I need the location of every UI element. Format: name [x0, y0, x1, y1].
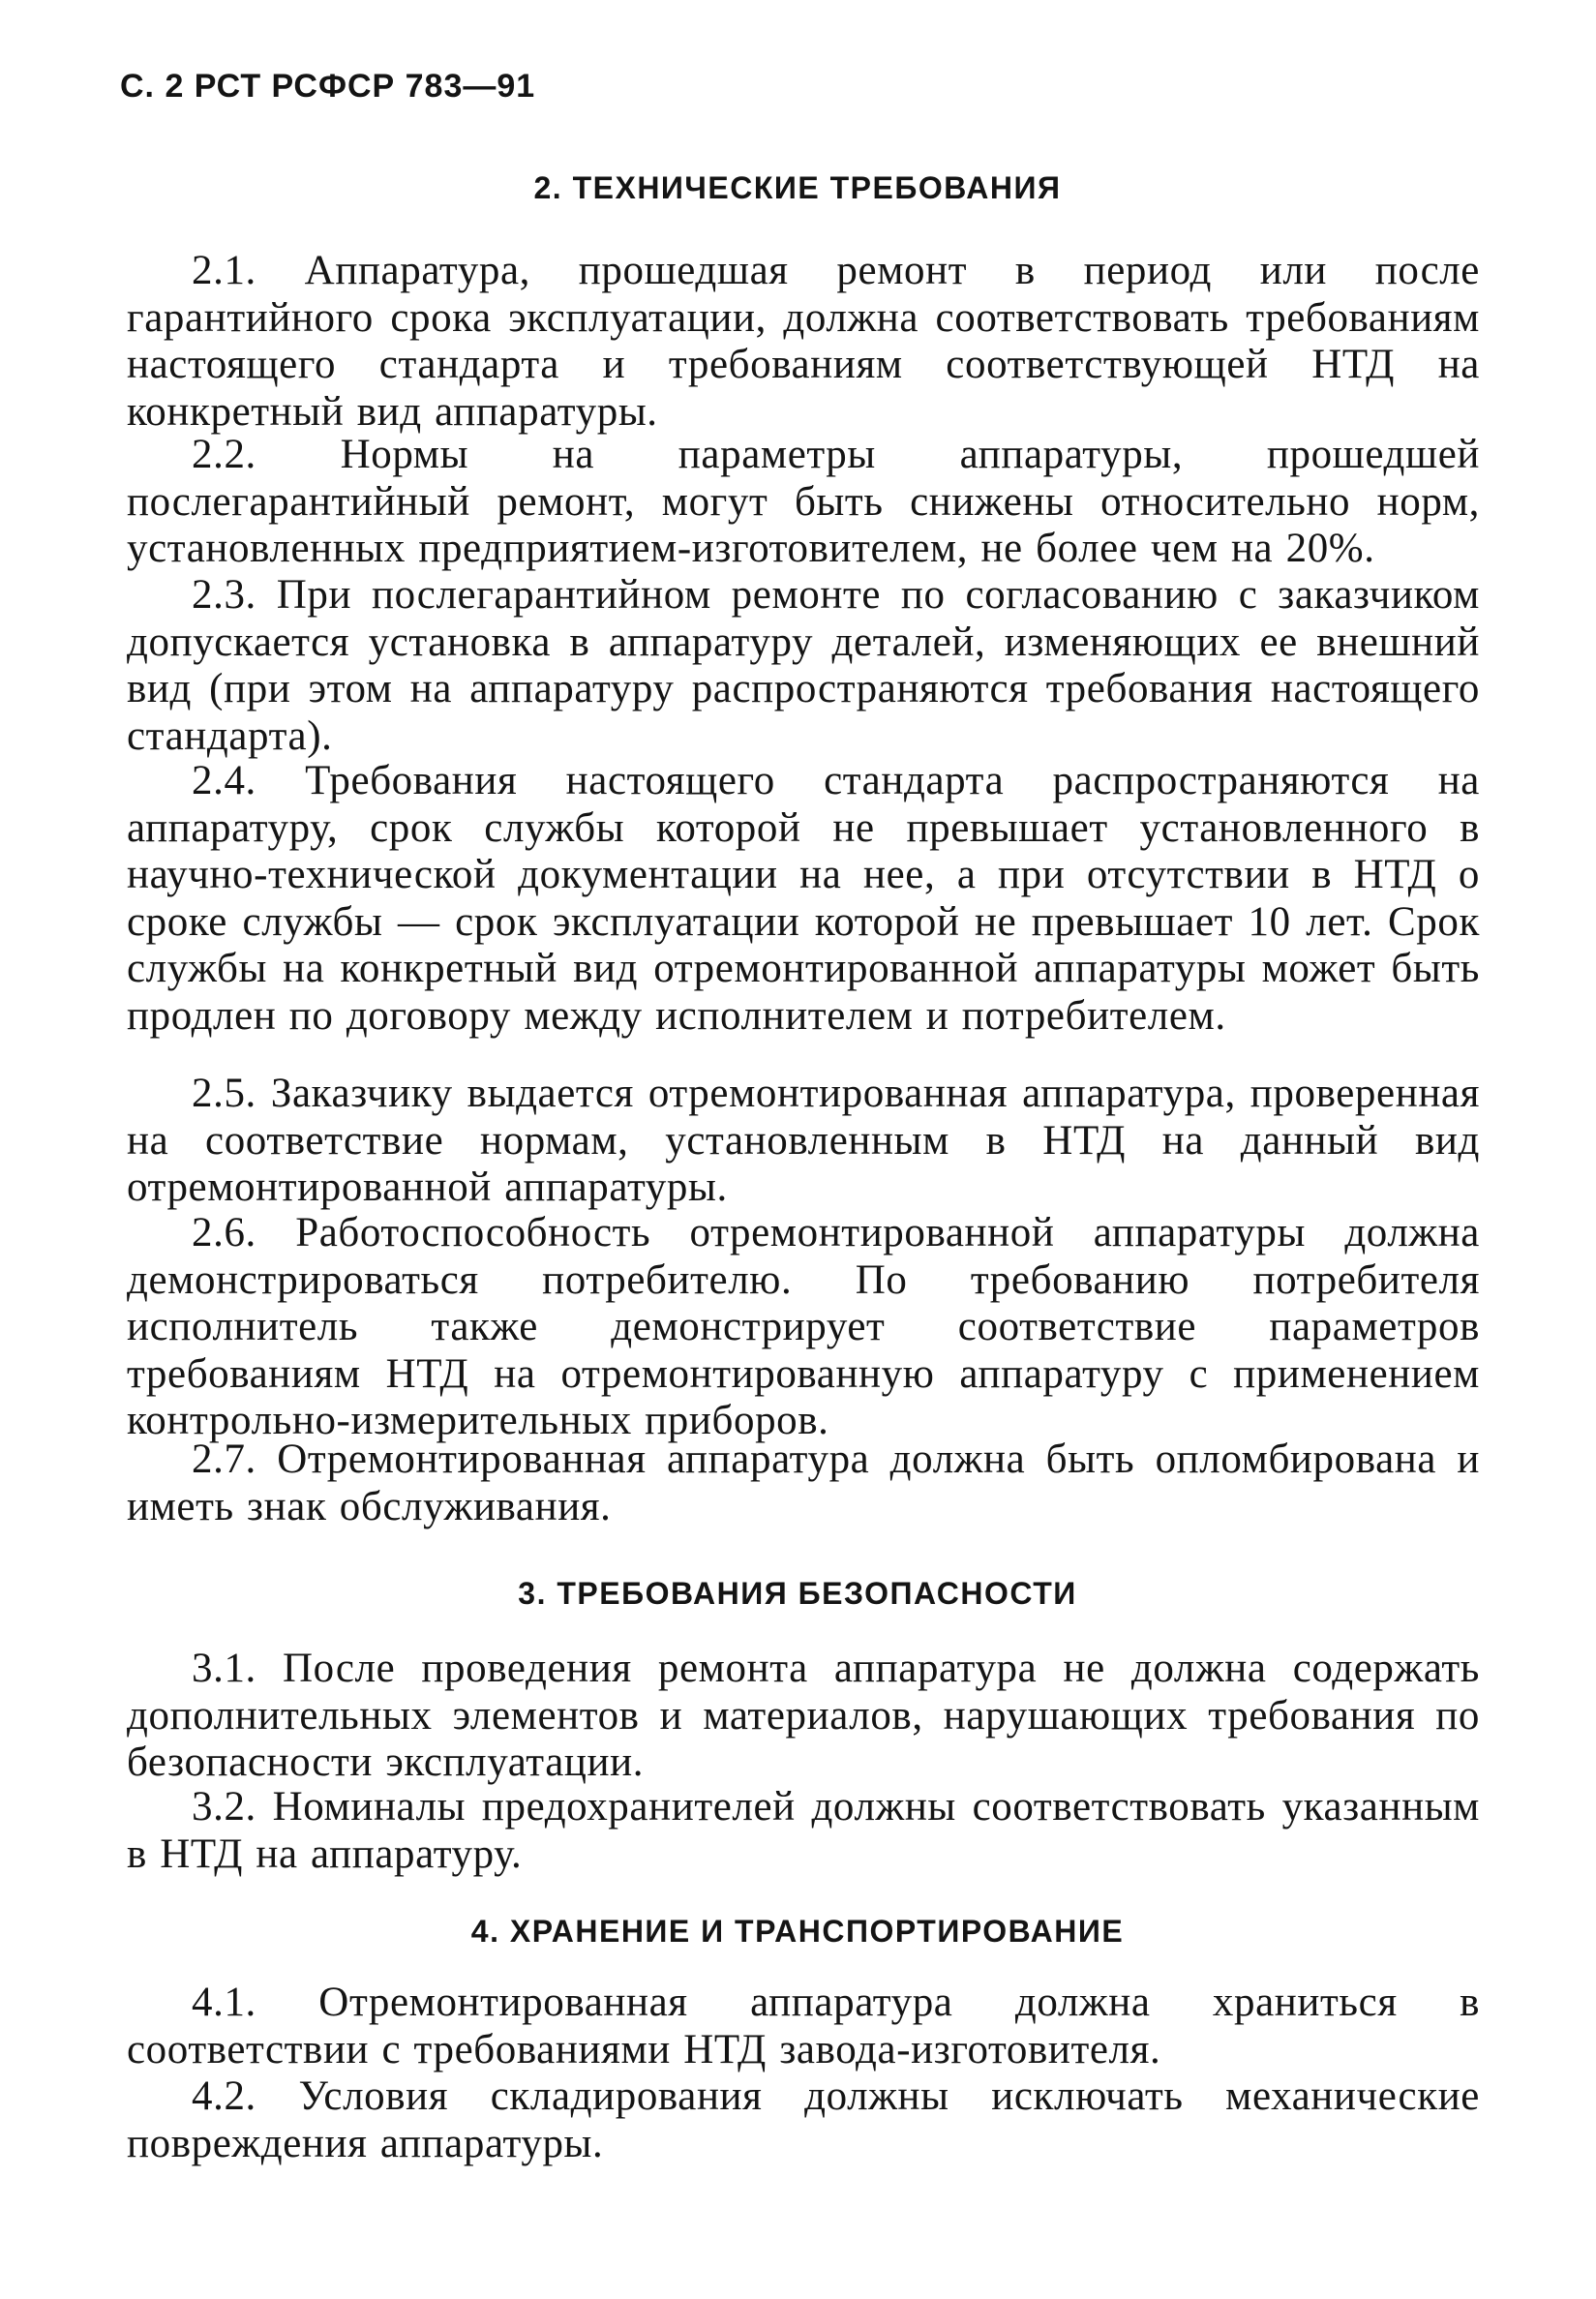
paragraph-2-6: 2.6. Работоспособность отремонтированной аппаратуры должна демонстрироваться потребителю. По требованию потребителя исполнитель также демонстрирует соответствие параметров требованиям НТД на отремонтированную аппаратуру с применением контрольно-измерительных приборов.: [127, 1210, 1480, 1443]
paragraph-3-1: 3.1. После проведения ремонта аппаратура не должна содержать дополнительных элементов и материалов, нарушающих требования по безопасности эксплуатации.: [127, 1646, 1480, 1785]
paragraph-2-3: 2.3. При послегарантийном ремонте по согласованию с заказчиком допускается установка в аппаратуру деталей, изменяющих ее внешний вид (при этом на аппаратуру распространяются требования настоящего стандарта).: [127, 572, 1480, 759]
paragraph-2-5: 2.5. Заказчику выдается отремонтированная аппаратура, проверенная на соответствие нормам, установленным в НТД на данный вид отремонтированной аппаратуры.: [127, 1071, 1480, 1210]
paragraph-2-2: 2.2. Нормы на параметры аппаратуры, прошедшей послегарантийный ремонт, могут быть снижены относительно норм, установленных предприятием-изготовителем, не более чем на 20%.: [127, 432, 1480, 571]
paragraph-2-1: 2.1. Аппаратура, прошедшая ремонт в период или после гарантийного срока эксплуатации, должна соответствовать требованиям настоящего стандарта и требованиям соответствующей НТД на конкретный вид аппаратуры.: [127, 248, 1480, 435]
paragraph-3-2: 3.2. Номиналы предохранителей должны соответствовать указанным в НТД на аппаратуру.: [127, 1784, 1480, 1877]
section-heading-technical-requirements: 2. ТЕХНИЧЕСКИЕ ТРЕБОВАНИЯ: [533, 170, 1062, 205]
paragraph-4-2: 4.2. Условия складирования должны исключать механические повреждения аппаратуры.: [127, 2073, 1480, 2166]
paragraph-2-7: 2.7. Отремонтированная аппаратура должна быть опломбирована и иметь знак обслуживания.: [127, 1437, 1480, 1529]
section-heading-storage-transport: 4. ХРАНЕНИЕ И ТРАНСПОРТИРОВАНИЕ: [470, 1914, 1125, 1949]
paragraph-4-1: 4.1. Отремонтированная аппаратура должна храниться в соответствии с требованиями НТД завода-изготовителя.: [127, 1980, 1480, 2072]
section-heading-safety-requirements: 3. ТРЕБОВАНИЯ БЕЗОПАСНОСТИ: [518, 1576, 1077, 1611]
running-header: С. 2 РСТ РСФСР 783—91: [120, 68, 536, 105]
paragraph-2-4: 2.4. Требования настоящего стандарта распространяются на аппаратуру, срок службы которой не превышает установленного в научно-технической документации на нее, а при отсутствии в НТД о сроке службы — срок эксплуатации которой не превышает 10 лет. Срок службы на конкретный вид отремонтированной аппаратуры может быть продлен по договору между исполнителем и потребителем.: [127, 758, 1480, 1039]
